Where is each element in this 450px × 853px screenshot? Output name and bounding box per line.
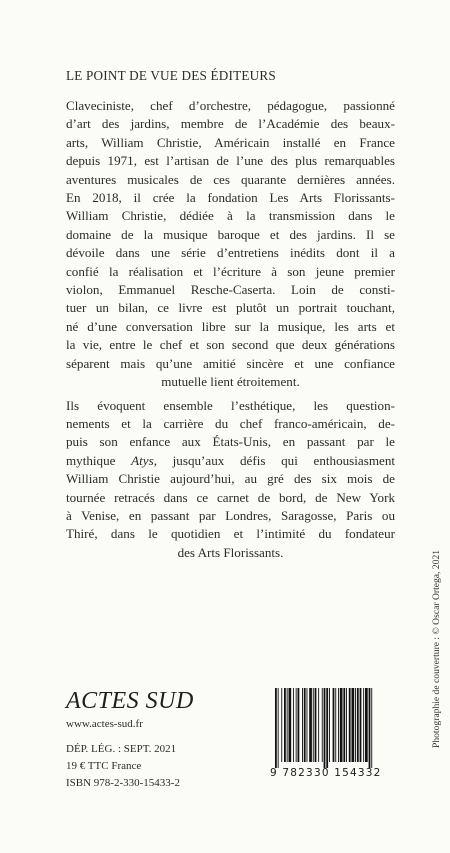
barcode-bar [315,688,317,762]
text-fragment: , jusqu’aux défis qui enthousiasment [153,452,396,468]
barcode-bar [278,688,279,768]
text-line: dévoile dans une série d’entretiens inédits dont il a [66,245,395,261]
text-line: William Christie aujourd’hui, au gré des six mois de [66,471,395,487]
isbn-barcode [273,688,403,768]
barcode-bar [289,688,292,762]
text-line: Ils évoquent ensemble l’esthétique, les question- [66,397,395,413]
barcode-bar [343,688,345,762]
barcode-bar [313,688,314,762]
photo-credit: Photographie de couverture : © Oscar Ortega, 2021 [431,549,442,748]
barcode-bar [346,688,347,762]
text-line: mutuelle lient étroitement. [161,374,300,390]
barcode-bar [307,688,308,762]
text-line: tuer un bilan, ce livre est plutôt un portrait touchant, [66,300,395,316]
barcode-bar [296,688,297,762]
barcode-bar [340,688,343,762]
barcode-bar [284,688,286,762]
barcode-bar [302,688,303,762]
barcode-bar [371,688,372,768]
barcode-bar [326,688,328,768]
barcode-digits: 9 782330 154332 [270,767,382,779]
text-line: William Christie, dédiée à la transmission dans le [66,208,395,224]
paragraph-2 [66,397,395,563]
price: 19 € TTC France [66,760,142,772]
barcode-bar [293,688,294,762]
barcode-bar [365,688,368,762]
barcode-bar [349,688,351,762]
text-line: Claveciniste, chef d’orchestre, pédagogue, passionné [66,98,395,113]
barcode-bar [363,688,364,762]
barcode-bar [318,688,319,762]
text-line: confié la réalisation et l’écriture à son jeune premier [66,263,395,279]
text-line: puis son enfance aux États-Unis, en passant par le [66,434,395,450]
legal-info [66,741,180,792]
text-line: En 2018, il crée la fondation Les Arts Florissants- [66,190,395,206]
barcode-bar [355,688,356,762]
barcode-bar [298,688,300,762]
text-line: séparent mais qu’une amitié sincère et une confiance [66,355,395,371]
barcode-bar [333,688,335,762]
text-line: aventures musicales de ces quarante dernières années. [66,171,395,187]
barcode-bar [352,688,355,762]
back-cover-blurb [66,97,395,562]
legal-deposit: DÉP. LÉG. : SEPT. 2021 [66,743,177,755]
book-title-atys: Atys [131,452,154,468]
barcode-bar [357,688,359,762]
paragraph-1 [66,97,395,392]
barcode-bar [369,688,371,768]
section-heading: LE POINT DE VUE DES ÉDITEURS [66,68,276,83]
barcode-bar [309,688,312,762]
text-line: à Venise, en passant par Londres, Saragosse, Paris ou [66,507,395,523]
text-line: Thiré, dans le quotidien et l’intimité du fondateur [66,526,395,542]
text-fragment: mythique [66,452,132,468]
barcode-bar [338,688,339,762]
barcode-bar [322,688,323,762]
text-line: d’art des jardins, membre de l’Académie des beaux- [66,116,395,132]
barcode-bar [275,688,277,768]
publisher-logo: ACTES SUD [66,688,194,714]
barcode-bar [360,688,362,762]
text-line: la vie, entre le chef et son second que deux générations [66,337,395,353]
text-line: domaine de la musique baroque et des jardins. Il se [66,226,395,242]
text-line: né d’une conversation libre sur la musique, les arts et [66,318,395,334]
publisher-website: www.actes-sud.fr [66,718,143,730]
barcode-bar [304,688,306,762]
text-line: depuis 1971, est l’artisan de l’une des plus remarquables [66,153,395,169]
text-line: nements et la carrière du chef franco-américain, de- [66,415,395,431]
text-line: tournée retracés dans ce carnet de bord, de New York [66,489,395,505]
barcode-bar [335,688,336,762]
text-line: des Arts Florissants. [177,544,284,560]
barcode-bar [281,688,282,762]
text-line: violon, Emmanuel Resche-Caserta. Loin de consti- [66,282,395,298]
text-line-with-title [66,452,395,470]
isbn: ISBN 978-2-330-15433-2 [66,777,180,789]
barcode-bar [324,688,326,768]
barcode-bar [287,688,288,762]
text-line: arts, William Christie, Américain installé en France [66,134,395,150]
barcode-bar [329,688,330,762]
